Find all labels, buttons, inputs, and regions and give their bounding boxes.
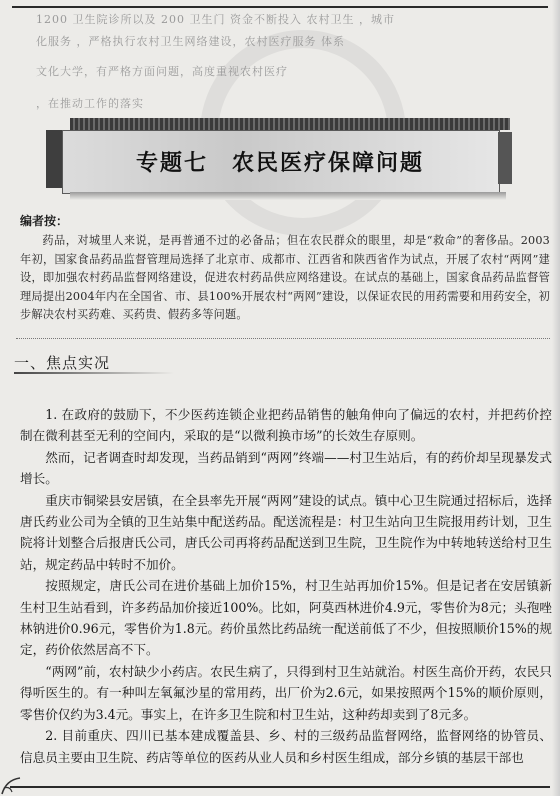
bleed-line: 1200 卫生院诊所以及 200 卫生门 资金不断投入 农村卫生 ，城市 [36, 13, 395, 26]
bleed-line: 文化大学，有严格方面问题，高度重视农村医疗 [36, 65, 288, 78]
paragraph: 2. 目前重庆、四川已基本建成覆盖县、乡、村的三级药品监督网络，监督网络的协管员、信息员主要由卫生院、药店等单位的医药从业人员和乡村医生组成，部分乡镇的基层干部也 [20, 728, 552, 765]
banner-top-strip [70, 118, 510, 130]
footer-rule [10, 786, 550, 788]
bleed-line: ，在推动工作的落实 [36, 97, 144, 110]
top-rule [12, 6, 548, 8]
banner-right-tab [498, 132, 512, 184]
editor-note: 药品，对城里人来说，是再普通不过的必备品；但在农民群众的眼里，却是“救命”的奢侈品。2003年初，国家食品药品监督管理局选择了北京市、成都市、江西省和陕西省作为试点，开展了农村“两网”建设，即加强农村药品监督网络建设，促进农村药品供应网络建设。在试点的基础上，国家食品药品监督管理局提出2004年内在全国省、市、县100%开展农村“两网”建设，以保证农民的用药需要和用药安全，初步解决农村买药难、买药贵、假药多等问题。 [20, 234, 550, 322]
banner-shadow [70, 192, 506, 200]
paragraph: 重庆市铜梁县安居镇，在全县率先开展“两网”建设的试点。镇中心卫生院通过招标后，选择唐氏药业公司为全镇的卫生站集中配送药品。配送流程是：村卫生站向卫生院报用药计划，卫生院将计划整合后报唐氏公司，唐氏公司再将药品配送到卫生院，卫生院作为中转地转送给村卫生站，规定药品中转时不加价。 [20, 492, 552, 572]
paragraph: “两网”前，农村缺少小药店。农民生病了，只得到村卫生站就治。村医生高价开药，农民只得听医生的。有一种叫左氧氟沙星的常用药，出厂价为2.6元，如果按照两个15%的顺价原则，零售价仅约为3.4元。事实上，在许多卫生院和村卫生站，这种药却卖到了8元多。 [20, 663, 552, 722]
dotted-divider [16, 338, 550, 339]
page-edge-shadow [552, 0, 560, 796]
paragraph: 然而，记者调查时却发现，当药品销到“两网”终端——村卫生站后，有的药价却呈现暴发式增长。 [20, 449, 552, 487]
corner-ornament-icon [0, 774, 22, 796]
paragraph: 1. 在政府的鼓励下，不少医药连锁企业把药品销售的触角伸向了偏远的农村，并把药价控制在微利甚至无利的空间内，采取的是“以微利换市场”的长效生存原则。 [20, 407, 552, 444]
section-heading: 一、焦点实况 [14, 354, 111, 372]
topic-title: 专题七 农民医疗保障问题 [135, 151, 424, 176]
bleed-line: 化服务 ，严格执行农村卫生网络建设，农村医疗服务 体系 [36, 35, 345, 48]
paragraph: 按照规定，唐氏公司在进价基础上加价15%，村卫生站再加价15%。但是记者在安居镇新生村卫生站看到，许多药品加价接近100%。比如，阿莫西林进价4.9元，零售价为8元；头孢唑林钠进价0.96元，零售价为1.8元。药价虽然比药品统一配送前低了不少，但按照顺价15%的规定，药价依然居高不下。 [20, 578, 552, 658]
body-text [20, 404, 552, 768]
editor-label: 编者按： [20, 214, 69, 228]
section-underline [14, 372, 174, 374]
banner-left-tab [46, 130, 62, 188]
